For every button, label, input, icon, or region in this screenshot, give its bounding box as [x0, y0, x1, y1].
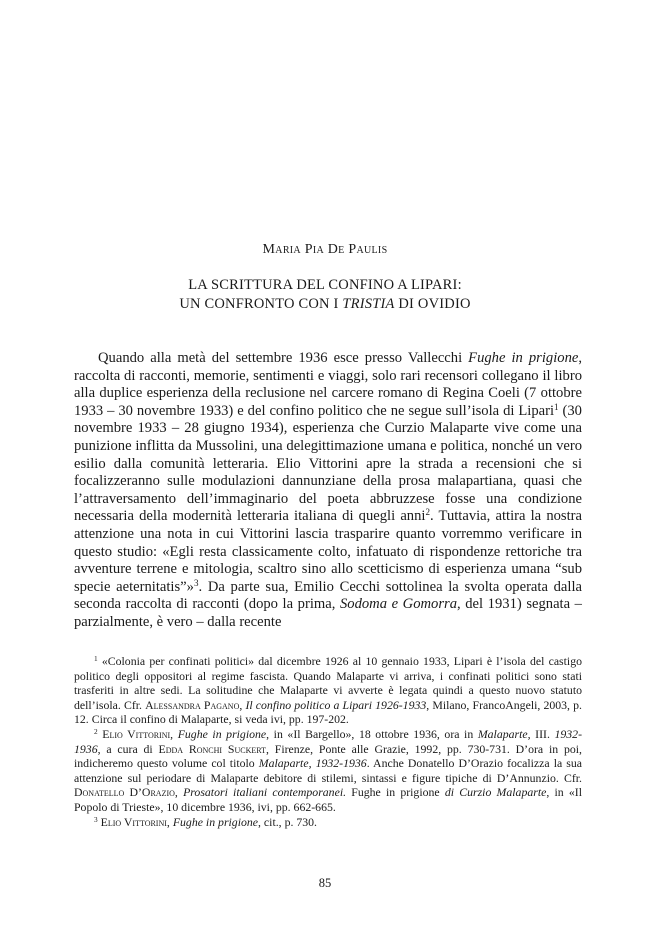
footnote-span: ,: [170, 726, 178, 741]
title-italic-word: TRISTIA: [342, 296, 395, 312]
footnote-author: Alessandra Pagano: [145, 697, 240, 712]
body-span: , raccolta di racconti, memorie, sentimenti e viaggi, solo rari recensori collegano il libro alla duplice esperienza della reclusione nel carcere romano di Regina Coeli (7 ottobre 1933 – 30 novembre 1933) e del confino politico che ne segue sull’isola di Lipari: [74, 350, 582, 419]
body-span: Quando alla metà del settembre 1936 esce presso Vallecchi: [98, 350, 469, 366]
body-italic: Fughe in prigione: [468, 350, 579, 366]
footnote-2: [74, 727, 582, 815]
footnote-italic: 1932-1936: [74, 726, 582, 756]
footnotes: [74, 654, 582, 829]
footnote-number: 1: [94, 653, 98, 663]
footnote-italic: Fughe in prigione: [177, 726, 267, 741]
footnote-span: , Firenze, Ponte alle Grazie, 1992, pp. 730-731. D’ora in poi, indicheremo questo volume col titolo: [74, 741, 582, 771]
footnote-span: Fughe in prigione: [346, 785, 445, 800]
footnote-number: 3: [94, 814, 98, 824]
footnote-span: «Colonia per confinati politici» dal dicembre 1926 al 10 gennaio 1933, Lipari è l’isola del castigo politico degli oppositori al regime fascista. Quando Malaparte vi arriva, i confinati politici sono stati trasferiti in altre sedi. La solitudine che Malaparte vi avverte è legata quindi a questo nuovo statuto dell’isola. Cfr.: [74, 654, 582, 712]
footnote-3: [74, 815, 582, 830]
author-name: Maria Pia De Paulis: [262, 242, 388, 257]
footnote-ref[interactable]: 3: [193, 577, 199, 588]
body-span: . Tuttavia, attira la nostra attenzione una nota in cui Vittorini lascia trasparire quanto vorremmo verificare in questo studio: «Egli resta classicamente colto, infatuato di rispondenze rettoriche tra avventure terrene e mitologia, scaltro sino allo scetticismo di esperienza umana “sub specie aeternitatis”»: [74, 508, 582, 595]
footnote-author: Elio Vittorini: [102, 726, 171, 741]
footnote-span: , in «Il Bargello», 18 ottobre 1936, ora in: [266, 726, 478, 741]
title-text: DI OVIDIO: [394, 296, 471, 312]
footnote-span: . Anche Donatello D’Orazio focalizza la sua attenzione sul periodare di Malaparte debitore di stilemi, sintassi e figure tipiche di D’Annunzio. Cfr.: [74, 756, 582, 785]
footnote-italic: Prosatori italiani contemporanei.: [183, 785, 347, 800]
footnote-italic: di Curzio Malaparte: [444, 785, 547, 800]
footnote-span: , cit., p. 730.: [258, 814, 318, 829]
body-span: , del 1931) segnata – parzialmente, è vero – dalla recente: [74, 596, 582, 630]
body-span: . Da parte sua, Emilio Cecchi sottolinea la svolta operata dalla seconda raccolta di racconti (dopo la prima,: [74, 578, 582, 613]
footnote-italic: Fughe in prigione: [172, 814, 259, 829]
footnote-italic: Il confino politico a Lipari 1926-1933: [245, 697, 427, 712]
body-italic: Sodoma e Gomorra: [339, 596, 458, 613]
title-text: UN CONFRONTO CON I: [179, 296, 343, 312]
footnote-italic: Malaparte,: [477, 726, 531, 741]
footnote-span: ,: [166, 814, 173, 829]
title-line-1: LA SCRITTURA DEL CONFINO A LIPARI:: [188, 277, 462, 293]
footnote-ref[interactable]: 1: [554, 401, 559, 412]
footnote-span: , Milano, FrancoAngeli, 2003, p. 12. Circa il confino di Malaparte, si veda ivi, pp. 197-202.: [74, 697, 582, 727]
footnote-span: ,: [239, 697, 246, 712]
page-number: 85: [318, 876, 332, 890]
body-paragraph: [74, 350, 582, 632]
footnote-author: Edda Ronchi Suckert: [158, 741, 266, 756]
footnote-author: Donatello D’Orazio: [74, 785, 175, 800]
body-span: (30 novembre 1933 – 28 giugno 1934), esperienza che Curzio Malaparte vive come una punizione inflitta da Mussolini, una delegittimazione umana e politica, nonché un vero esilio dalla comunità letteraria. Elio Vittorini apre la strada a recensioni che si focalizzeranno sulle modulazioni dannunziane della prosa malapartiana, quasi che l’attraversamento dell’immaginario del poeta abbruzzese fosse una condizione necessaria della modernità letteraria italiana di quegli anni: [74, 402, 582, 525]
body-text: [74, 350, 582, 632]
footnote-ref[interactable]: 2: [425, 507, 430, 518]
footnote-italic: Malaparte, 1932-1936: [258, 756, 367, 771]
footnote-number: 2: [94, 726, 98, 736]
footnote-span: III.: [530, 726, 555, 741]
footnote-author: Elio Vittorini: [100, 814, 167, 829]
footnote-1: [74, 654, 582, 727]
footnote-span: ,: [174, 785, 184, 800]
article-title: [0, 276, 650, 314]
title-line-2: [0, 295, 650, 314]
footnote-span: , in «Il Popolo di Trieste», 10 dicembre 1936, ivi, pp. 662-665.: [74, 785, 582, 814]
footnote-span: , a cura di: [97, 741, 159, 756]
